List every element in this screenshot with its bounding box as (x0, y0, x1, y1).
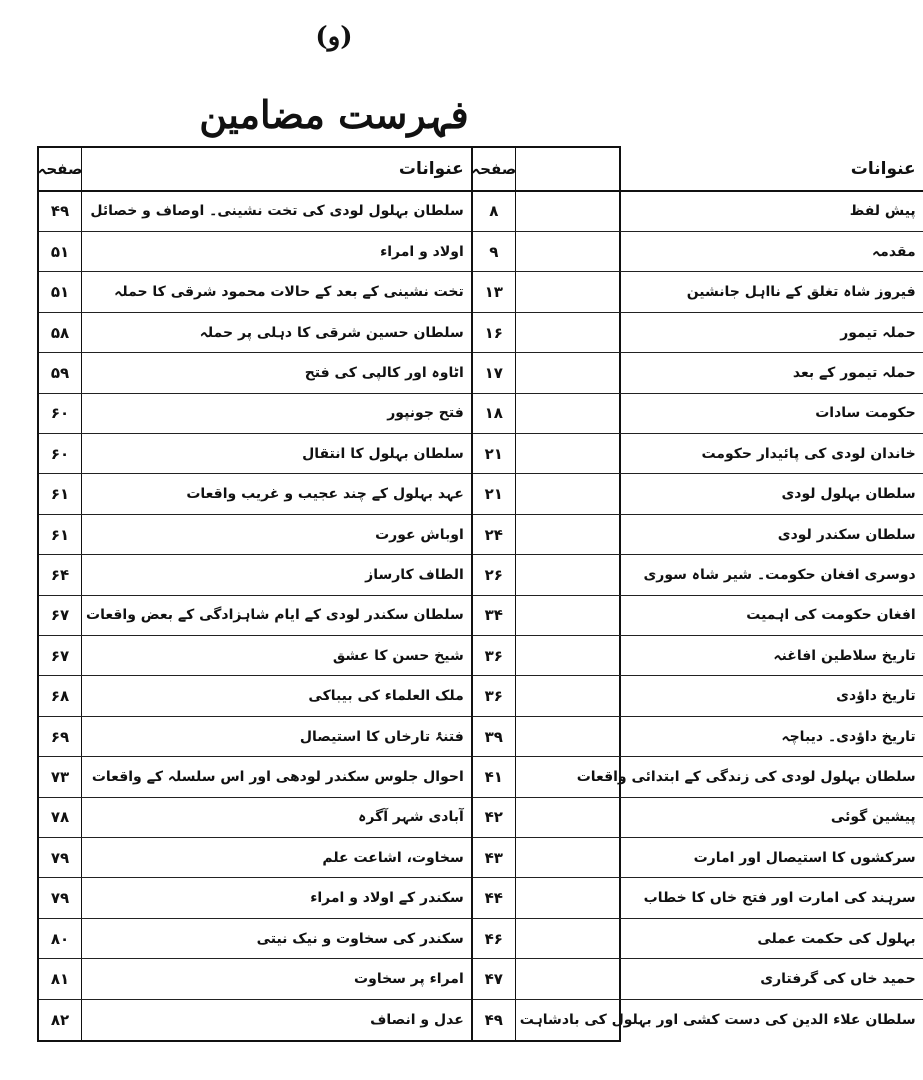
toc-entry-page: ۷۸ (39, 798, 82, 837)
toc-entry-title: اولاد و امراء (380, 243, 464, 260)
toc-entry (473, 878, 923, 918)
toc-entry (39, 434, 471, 474)
toc-entry-page: ۳۶ (473, 676, 516, 715)
toc-entry-title: سلطان بہلول لودی (781, 486, 916, 503)
toc-entry (39, 353, 471, 393)
toc-entry (473, 717, 923, 757)
toc-entry (473, 959, 923, 999)
toc-entry (473, 434, 923, 474)
toc-entry-page: ۴۹ (39, 192, 82, 231)
toc-entry (473, 272, 923, 312)
toc-entry-title: فیروز شاہ تغلق کے نااہل جانشین (686, 284, 916, 301)
toc-entry-page: ۵۹ (39, 353, 82, 392)
toc-entry-page: ۸۰ (39, 919, 82, 958)
toc-entry-title: دوسری افغان حکومت۔ شیر شاہ سوری (643, 566, 916, 583)
toc-entry (473, 838, 923, 878)
toc-entry-title: حمید خاں کی گرفتاری (760, 971, 916, 987)
toc-entry-page: ۶۴ (39, 555, 82, 594)
toc-entry-title: سلطان بہلول کا انتقال (302, 445, 464, 462)
toc-entry (39, 394, 471, 434)
toc-entry (39, 313, 471, 353)
toc-entry-page: ۵۱ (39, 272, 82, 311)
toc-entry-title: سلطان علاء الدین کی دست کشی اور بہلول کی بادشاہت (519, 1011, 916, 1028)
toc-entry-title: سرہند کی امارت اور فتح خاں کا خطاب (643, 890, 916, 907)
toc-entry-title: سخاوت، اشاعت علم (322, 849, 464, 866)
toc-entry-page: ۶۰ (39, 434, 82, 473)
page-column-header: صفحہ (39, 148, 82, 190)
toc-entry-title: پیشین گوئی (830, 809, 916, 826)
toc-entry (39, 596, 471, 636)
toc-entry-page: ۴۷ (473, 959, 516, 998)
toc-entry (473, 798, 923, 838)
toc-entry (39, 676, 471, 716)
toc-entry (39, 232, 471, 272)
toc-entry-title: سلطان حسین شرقی کا دہلی پر حملہ (199, 324, 464, 341)
toc-entry-page: ۶۱ (39, 515, 82, 554)
toc-entry-page: ۲۶ (473, 555, 516, 594)
toc-entry-title: عہد بہلول کے چند عجیب و غریب واقعات (186, 486, 464, 503)
toc-entry (39, 636, 471, 676)
toc-entry-page: ۳۴ (473, 596, 516, 635)
toc-entry-title: حملہ تیمور کے بعد (792, 364, 916, 381)
toc-entry-title: سلطان بہلول لودی کی زندگی کے ابتدائی واقعات (576, 768, 916, 785)
toc-entry-title: حکومت سادات (815, 405, 916, 422)
toc-entry (473, 676, 923, 716)
toc-entry-page: ۸۱ (39, 959, 82, 998)
toc-entry-page: ۸۲ (39, 1000, 82, 1040)
toc-entry-title: سلطان سکندر لودی (777, 526, 916, 543)
toc-entry-page: ۷۹ (39, 878, 82, 917)
toc-entry-title: فتنۂ تارخاں کا استیصال (299, 728, 464, 745)
toc-entry (473, 757, 923, 797)
toc-entry (473, 232, 923, 272)
toc-entry-page: ۲۱ (473, 434, 516, 473)
toc-entry-page: ۵۱ (39, 232, 82, 271)
toc-entry-title: تاریخ داؤدی۔ دیباچہ (781, 728, 916, 745)
toc-entry-title: اٹاوہ اور کالپی کی فتح (304, 364, 464, 381)
toc-entry (39, 959, 471, 999)
toc-entry-page: ۳۶ (473, 636, 516, 675)
toc-entry (473, 636, 923, 676)
page-title: فہرست مضامین (199, 92, 469, 137)
toc-entry-page: ۵۸ (39, 313, 82, 352)
toc-entry-page: ۶۸ (39, 676, 82, 715)
toc-entry-page: ۶۰ (39, 394, 82, 433)
toc-entry-page: ۲۴ (473, 515, 516, 554)
toc-entry-title: ملک العلماء کی بیباکی (308, 688, 464, 705)
toc-entry-title: تاریخ داؤدی (836, 688, 916, 705)
toc-entry (39, 1000, 471, 1040)
toc-entry-page: ۶۱ (39, 474, 82, 513)
toc-entry-title: امراء پر سخاوت (354, 971, 464, 987)
toc-entry (473, 515, 923, 555)
toc-entry (473, 353, 923, 393)
toc-entry (39, 757, 471, 797)
toc-entry (473, 474, 923, 514)
toc-entry-page: ۱۸ (473, 394, 516, 433)
toc-entry (39, 192, 471, 232)
title-column-header: عنوانات (850, 158, 916, 179)
toc-entry (39, 919, 471, 959)
toc-right-half (473, 148, 923, 1040)
toc-entry (473, 192, 923, 232)
toc-entry-title: سرکشوں کا استیصال اور امارت (693, 849, 916, 866)
toc-entry (473, 596, 923, 636)
toc-entry (39, 878, 471, 918)
toc-entry-title: سکندر کے اولاد و امراء (310, 890, 464, 907)
page-column-header: صفحہ (473, 148, 516, 190)
toc-left-half (39, 148, 473, 1040)
toc-entry-page: ۱۳ (473, 272, 516, 311)
toc-entry-title: عدل و انصاف (370, 1011, 464, 1028)
toc-entry-page: ۴۱ (473, 757, 516, 796)
toc-entry-title: حملہ تیمور (840, 324, 916, 341)
toc-entry-title: آبادی شہر آگرہ (358, 809, 464, 826)
toc-entry (39, 717, 471, 757)
toc-entry-page: ۴۳ (473, 838, 516, 877)
toc-entry-title: تاریخ سلاطین افاغنہ (773, 647, 916, 664)
toc-entry-page: ۹ (473, 232, 516, 271)
toc-entry (473, 1000, 923, 1040)
toc-entry-page: ۶۹ (39, 717, 82, 756)
toc-entry-page: ۶۷ (39, 636, 82, 675)
toc-entry-page: ۲۱ (473, 474, 516, 513)
toc-entry-title: احوال جلوس سکندر لودھی اور اس سلسلہ کے واقعات (91, 768, 464, 785)
toc-entry-title: پیش لفظ (849, 203, 916, 220)
toc-entry-title: افغان حکومت کی اہمیت (746, 607, 916, 624)
toc-entry-page: ۷۳ (39, 757, 82, 796)
toc-entry-page: ۴۲ (473, 798, 516, 837)
toc-entry-title: فتح جونپور (387, 405, 464, 422)
table-header-row (473, 148, 923, 192)
toc-entry (473, 919, 923, 959)
toc-entry-page: ۱۷ (473, 353, 516, 392)
title-column-header: عنوانات (398, 158, 464, 179)
toc-entry-title: الطاف کارساز (365, 566, 464, 583)
toc-entry-title: بہلول کی حکمت عملی (757, 930, 916, 947)
table-header-row (39, 148, 471, 192)
toc-entry-title: سکندر کی سخاوت و نیک نیتی (256, 930, 464, 947)
toc-entry-page: ۷۹ (39, 838, 82, 877)
toc-entry (473, 394, 923, 434)
toc-entry-title: سلطان بہلول لودی کی تخت نشینی۔ اوصاف و خصائل (90, 203, 464, 220)
table-of-contents (37, 146, 916, 1042)
toc-entry-page: ۴۴ (473, 878, 516, 917)
toc-entry-page: ۶۷ (39, 596, 82, 635)
toc-entry-title: شیخ حسن کا عشق (332, 647, 464, 664)
toc-entry (39, 272, 471, 312)
toc-entry-title: تخت نشینی کے بعد کے حالات محمود شرقی کا حملہ (114, 284, 464, 301)
toc-entry (473, 555, 923, 595)
toc-entry-title: مقدمہ (871, 243, 916, 260)
toc-entry-title: سلطان سکندر لودی کے ایام شاہزادگی کے بعض واقعات (86, 607, 464, 624)
toc-entry-page: ۸ (473, 192, 516, 231)
toc-entry (39, 555, 471, 595)
toc-entry (39, 474, 471, 514)
page-number: (و) (315, 22, 353, 52)
toc-entry (39, 838, 471, 878)
toc-entry-title: اوباش عورت (375, 526, 464, 543)
toc-entry-title: خاندان لودی کی پائیدار حکومت (701, 445, 916, 462)
toc-entry-page: ۴۶ (473, 919, 516, 958)
toc-entry-page: ۱۶ (473, 313, 516, 352)
toc-entry-page: ۳۹ (473, 717, 516, 756)
toc-entry (39, 515, 471, 555)
toc-entry (39, 798, 471, 838)
toc-entry (473, 313, 923, 353)
toc-entry-page: ۴۹ (473, 1000, 516, 1040)
